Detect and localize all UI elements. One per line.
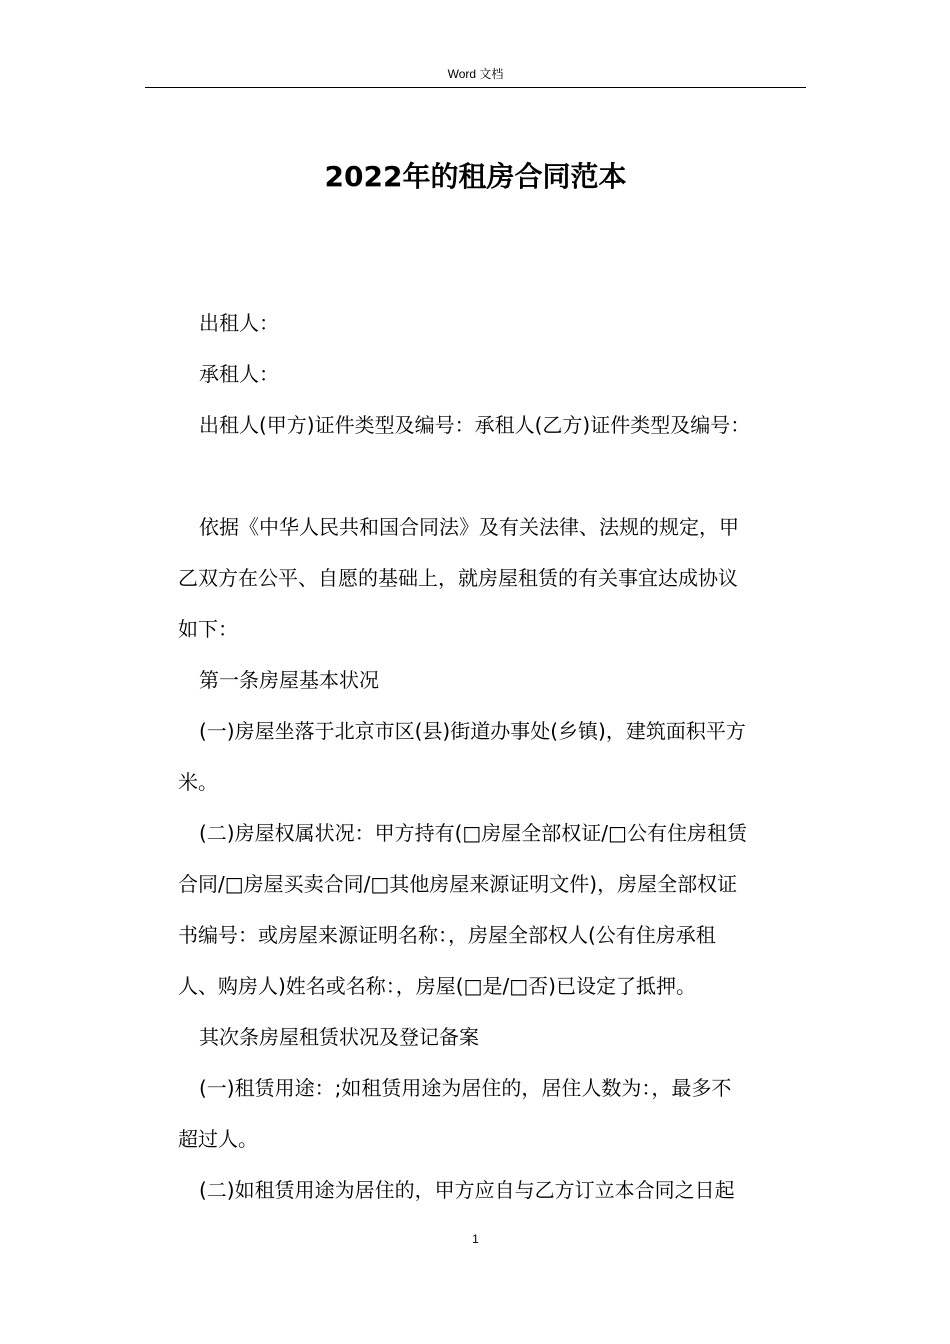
page-number: 1 (472, 1232, 479, 1246)
article-2-heading: 其次条房屋租赁状况及登记备案 (199, 1025, 479, 1049)
body-paragraph-lessee: 承租人： (199, 362, 279, 386)
document-title: 2022年的租房合同范本 (324, 160, 627, 193)
body-line-preamble-cont-2: 如下： (178, 617, 238, 641)
article-2-clause-1: (一)租赁用途：;如租赁用途为居住的，居住人数为：，最多不 (199, 1076, 732, 1100)
article-2-clause-1-cont: 超过人。 (178, 1127, 258, 1151)
article-1-clause-2-cont-1: 合同/□房屋买卖合同/□其他房屋来源证明文件)，房屋全部权证 (178, 872, 738, 896)
page-header: Word 文档 (447, 67, 504, 81)
body-paragraph-lessor: 出租人： (199, 311, 279, 335)
body-paragraph-id-types: 出租人(甲方)证件类型及编号：承租人(乙方)证件类型及编号： (199, 413, 751, 437)
article-1-clause-1: (一)房屋坐落于北京市区(县)街道办事处(乡镇)，建筑面积平方 (199, 719, 746, 743)
article-2-clause-2: (二)如租赁用途为居住的，甲方应自与乙方订立本合同之日起 (199, 1178, 735, 1202)
body-paragraph-preamble: 依据《中华人民共和国合同法》及有关法律、法规的规定，甲 (199, 515, 739, 539)
article-1-heading: 第一条房屋基本状况 (199, 668, 379, 692)
article-1-clause-1-cont: 米。 (178, 770, 218, 794)
article-1-clause-2-cont-2: 书编号：或房屋来源证明名称：，房屋全部权人(公有住房承租 (178, 923, 716, 947)
body-line-preamble-cont-1: 乙双方在公平、自愿的基础上，就房屋租赁的有关事宜达成协议 (178, 566, 738, 590)
document-body (178, 298, 806, 1216)
header-divider (145, 87, 806, 88)
article-1-clause-2: (二)房屋权属状况：甲方持有(□房屋全部权证/□公有住房租赁 (199, 821, 747, 845)
body-blank-line (178, 451, 806, 502)
article-1-clause-2-cont-3: 人、购房人)姓名或名称：，房屋(□是/□否)已设定了抵押。 (178, 974, 696, 998)
